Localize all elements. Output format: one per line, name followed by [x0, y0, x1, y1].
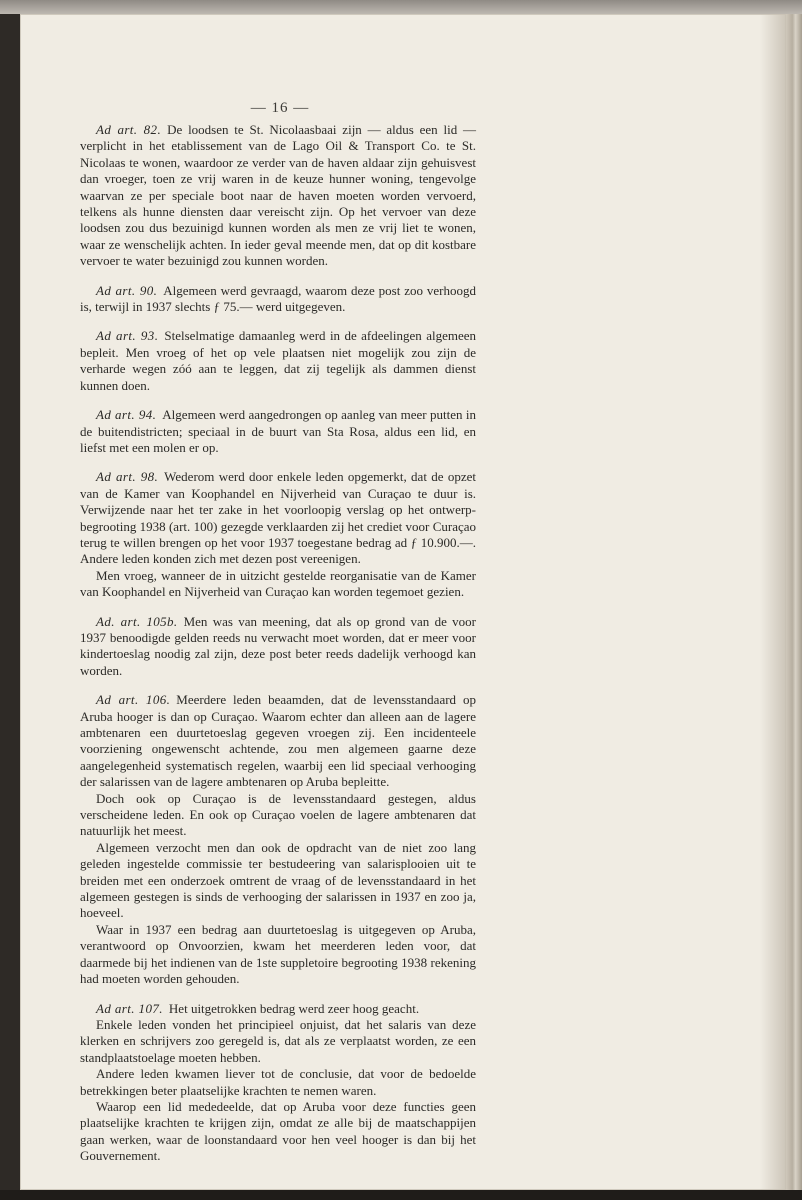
article-reference: Ad. art. 105b. [96, 613, 178, 629]
paragraph-text: Men vroeg, wanneer de in uitzicht gestelde reorganisatie van de Kamer van Koophandel en Nijverheid van Curaçao kan worden tegemoet gezien. [80, 567, 476, 600]
article-paragraph [80, 840, 476, 922]
paragraph-text: Men was van meening, dat als op grond van de voor 1937 benoodigde gelden reeds nu verwacht moet worden, dat er meer voor kindertoeslag noodig zal zijn, deze post beter reeds dadelijk verhoogd kan worden. [80, 613, 476, 678]
article-paragraph-lead [80, 614, 476, 680]
paragraph-text: Het uitgetrokken bedrag werd zeer hoog geacht. [168, 1000, 420, 1016]
article-paragraph-lead [80, 122, 476, 270]
paragraph-text: Andere leden kwamen liever tot de conclusie, dat voor de bedoelde betrekkingen beter plaatselijke krachten te nemen waren. [80, 1066, 476, 1098]
article-section [80, 283, 476, 316]
page-number: — 16 — [250, 100, 310, 116]
paragraph-text: Wederom werd door enkele leden opgemerkt, dat de opzet van de Kamer van Koophandel en Nijverheid van Curaçao te duur is. Verwijzende naar het ter zake in het voorloopig verslag op het ontwerp-begrooting 1938 (art. 100) gezegde verklaarden zij het crediet voor Curaçao terug te willen brengen op het voor 1937 toegestane bedrag ad ƒ 10.900.—. Andere leden konden zich met dezen post vereenigen. [80, 469, 477, 567]
article-reference: Ad art. 94. [96, 407, 157, 423]
article-paragraph [80, 1099, 476, 1165]
paragraph-text: Waar in 1937 een bedrag aan duurtetoeslag is uitgegeven op Aruba, verantwoord op Onvoorzien, kwam het meerderen leden voor, dat daarmede bij het indienen van de 1ste suppletoire begrooting 1938 rekening had moeten worden gehouden. [80, 921, 476, 987]
paragraph-text: Doch ook op Curaçao is de levensstandaard gestegen, aldus verscheidene leden. En ook op Curaçao voelen de lagere ambtenaren dat natuurlijk het meest. [80, 790, 476, 839]
article-paragraph [80, 791, 476, 840]
article-reference: Ad art. 90. [96, 282, 158, 298]
article-paragraph [80, 1017, 476, 1066]
article-section [80, 469, 476, 600]
article-reference: Ad art. 82. [96, 122, 162, 137]
article-section [80, 1001, 476, 1165]
document-page [20, 14, 786, 1190]
article-section [80, 328, 476, 394]
paragraph-text: Waarop een lid mededeelde, dat op Aruba voor deze functies geen plaatselijke krachten te krijgen zijn, omdat ze alle bij de maatschappijen gaan werken, waar de loonstandaard voor hen veel hooger is dan bij het Gouvernement. [80, 1098, 476, 1164]
paragraph-text: Meerdere leden beaamden, dat de levensstandaard op Aruba hooger is dan op Curaçao. Waarom echter dan alleen aan de lagere ambtenaren een duurtetoeslag gegeven vroegen zij. Een incidenteele voorziening ongewenscht achtende, zou men algemeen gaarne deze aangelegenheid systematisch regelen, waarbij een lid speciaal verhooging der salarissen van de lagere ambtenaren op Aruba bepleitte. [80, 692, 476, 790]
article-paragraph [80, 922, 476, 988]
article-section [80, 692, 476, 987]
article-paragraph-lead [80, 328, 476, 394]
paragraph-text: Stelselmatige damaanleg werd in de afdeelingen algemeen bepleit. Men vroeg of het op vele plaatsen niet mogelijk zou zijn de verharde wegen zóó aan te leggen, dat zij tegelijk als dammen dienst kunnen doen. [80, 328, 477, 393]
book-fore-edge [786, 14, 802, 1190]
article-reference: Ad art. 107. [96, 1000, 163, 1016]
scan-bottom-edge [0, 1190, 802, 1200]
article-reference: Ad art. 98. [96, 469, 159, 485]
article-paragraph-lead [80, 469, 476, 567]
article-paragraph [80, 1066, 476, 1099]
article-paragraph [80, 568, 476, 601]
article-section [80, 407, 476, 456]
paragraph-text: De loodsen te St. Nicolaasbaai zijn — aldus een lid — verplicht in het etablissement van de Lago Oil & Transport Co. te St. Nicolaas te wonen, waardoor ze verder van de haven aldaar zijn gehuisvest dan vroeger, toen ze vrij waren in de keuze hunner woning, tengevolge waarvan ze per speciale boot naar de haven moeten worden vervoerd, telkens als hunne diensten daar vereischt zijn. Op het vervoer van deze loodsen zou dus bezuinigd kunnen worden als men ze vrij liet te wonen, waar ze wenschelijk achten. In ieder geval meende men, dat op dit kostbare vervoer te water bezuinigd zou kunnen worden. [80, 122, 476, 269]
article-paragraph-lead [80, 283, 476, 316]
article-paragraph-lead [80, 692, 476, 790]
article-reference: Ad art. 106. [96, 692, 171, 708]
scan-top-edge [0, 0, 802, 14]
article-paragraph-lead [80, 407, 476, 456]
article-section [80, 122, 476, 270]
paragraph-text: Algemeen verzocht men dan ook de opdracht van de niet zoo lang geleden ingestelde commissie ter bestudeering van salarisplooien uit te breiden met een onderzoek omtrent de vraag of de levensstandaard in het algemeen gestegen is sinds de verhooging der salarissen in 1937 en zoo ja, hoeveel. [80, 839, 476, 921]
article-paragraph-lead [80, 1001, 476, 1017]
paragraph-text: Algemeen werd aangedrongen op aanleg van meer putten in de buitendistricten; speciaal in de buurt van Sta Rosa, aldus een lid, en liefst met een molen er op. [80, 407, 476, 455]
article-reference: Ad art. 93. [96, 328, 159, 344]
article-section [80, 614, 476, 680]
paragraph-text: Enkele leden vonden het principieel onjuist, dat het salaris van deze klerken en schrijvers zoo geregeld is, dat als ze verplaatst worden, ze een standplaatstoelage moeten hebben. [80, 1016, 476, 1065]
document-body [80, 122, 476, 1165]
paragraph-text: Algemeen werd gevraagd, waarom deze post zoo verhoogd is, terwijl in 1937 slechts ƒ 75.— werd uitgegeven. [80, 282, 476, 315]
